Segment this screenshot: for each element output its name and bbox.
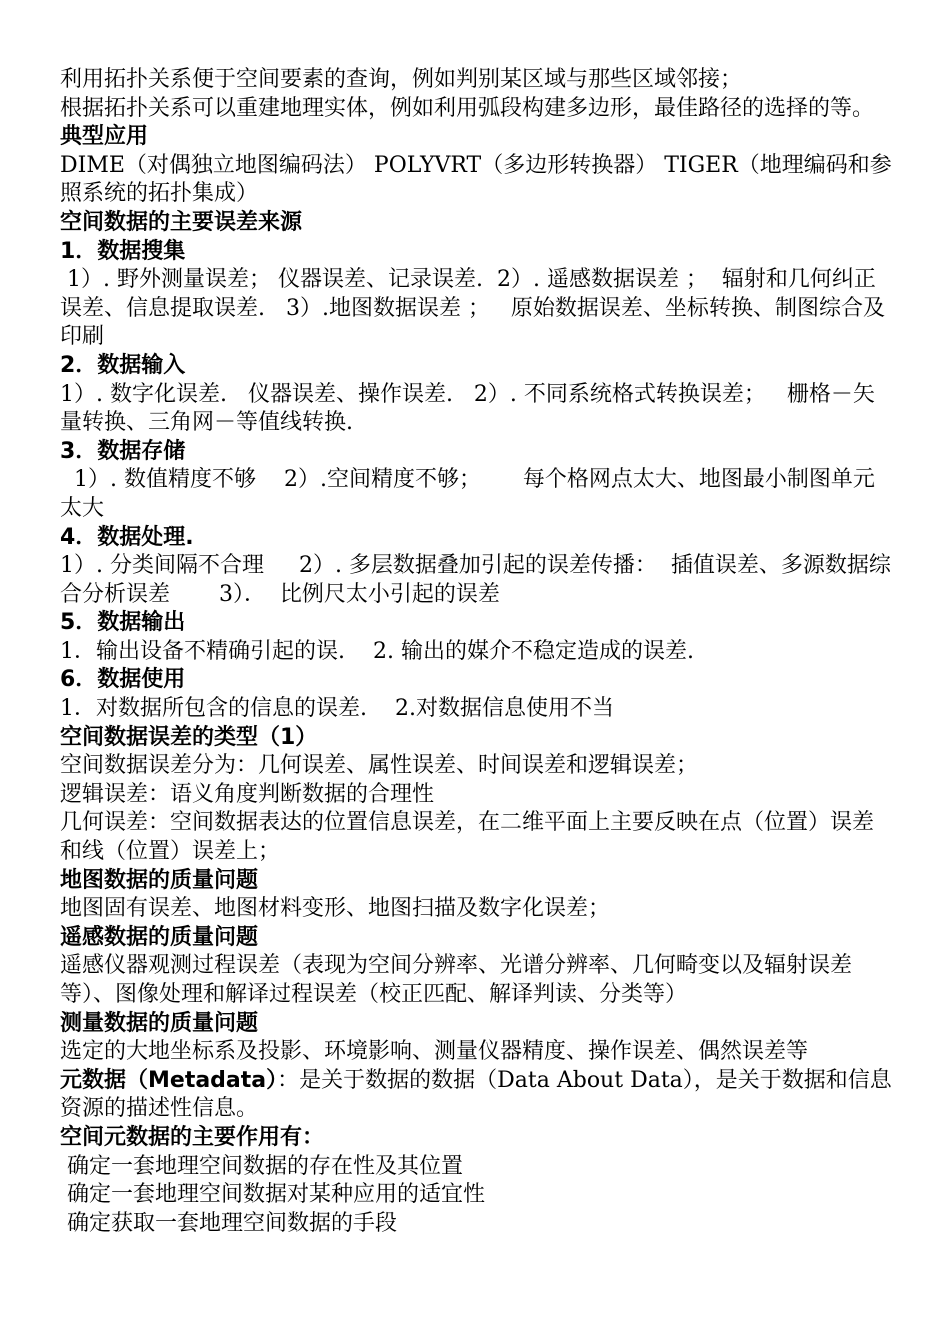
- paragraph: 确定一套地理空间数据的存在性及其位置: [60, 1153, 464, 1179]
- section-heading: 空间数据的主要误差来源: [60, 209, 303, 235]
- paragraph: [60, 1067, 894, 1124]
- section-heading: 1．数据搜集: [60, 238, 186, 264]
- term-bold: 元数据（Metadata）: [60, 1067, 278, 1093]
- section-heading: 5．数据输出: [60, 610, 186, 636]
- paragraph: 选定的大地坐标系及投影、环境影响、测量仪器精度、操作误差、偶然误差等: [60, 1039, 809, 1065]
- section-heading: 地图数据的质量问题: [60, 867, 259, 893]
- paragraph: 1．对数据所包含的信息的误差. 2.对数据信息使用不当: [60, 696, 614, 722]
- section-heading: 遥感数据的质量问题: [60, 924, 259, 950]
- term-definition: ：是关于数据的数据（Data About Data），是关于数据和信息资源的描述性信息。: [60, 1067, 892, 1122]
- paragraph: 地图固有误差、地图材料变形、地图扫描及数字化误差；: [60, 896, 611, 922]
- paragraph: 1）. 分类间隔不合理 2）. 多层数据叠加引起的误差传播： 插值误差、多源数据综合分析误差 3）． 比例尺太小引起的误差: [60, 553, 891, 607]
- paragraph: 几何误差：空间数据表达的位置信息误差，在二维平面上主要反映在点（位置）误差和线（位置）误差上；: [60, 810, 875, 865]
- section-heading: 6．数据使用: [60, 667, 186, 693]
- section-heading: 4．数据处理.: [60, 524, 194, 550]
- section-heading: 测量数据的质量问题: [60, 1010, 259, 1036]
- section-heading: 空间元数据的主要作用有：: [60, 1124, 325, 1150]
- paragraph: DIME（对偶独立地图编码法） POLYVRT（多边形转换器） TIGER（地理编码和参照系统的拓扑集成）: [60, 152, 892, 207]
- paragraph: 确定一套地理空间数据对某种应用的适宜性: [60, 1182, 486, 1208]
- paragraph: 利用拓扑关系便于空间要素的查询，例如判别某区域与那些区域邻接；: [60, 67, 743, 92]
- paragraph: 根据拓扑关系可以重建地理实体，例如利用弧段构建多边形，最佳路径的选择的等。: [60, 95, 875, 121]
- paragraph: 空间数据误差分为：几何误差、属性误差、时间误差和逻辑误差；: [60, 753, 699, 779]
- section-heading: 2．数据输入: [60, 352, 186, 378]
- paragraph: 逻辑误差：语义角度判断数据的合理性: [60, 781, 435, 807]
- paragraph: 1）. 数值精度不够 2）.空间精度不够； 每个格网点太大、地图最小制图单元太大: [60, 467, 875, 521]
- section-heading: 3．数据存储: [60, 438, 186, 464]
- section-heading: 空间数据误差的类型（1）: [60, 724, 318, 750]
- paragraph: 确定获取一套地理空间数据的手段: [60, 1210, 398, 1236]
- paragraph: 1）. 野外测量误差； 仪器误差、记录误差. 2）. 遥感数据误差 ； 辐射和几何纠正误差、信息提取误差. 3）.地图数据误差 ； 原始数据误差、坐标转换、制图综合及印刷: [60, 267, 885, 350]
- paragraph: 1．输出设备不精确引起的误. 2. 输出的媒介不稳定造成的误差.: [60, 638, 694, 664]
- paragraph: 遥感仪器观测过程误差（表现为空间分辨率、光谱分辨率、几何畸变以及辐射误差等）、图像处理和解译过程误差（校正匹配、解译判读、分类等）: [60, 953, 853, 1007]
- paragraph: 1）. 数字化误差. 仪器误差、操作误差. 2）. 不同系统格式转换误差； 栅格－矢量转换、三角网－等值线转换.: [60, 381, 875, 436]
- section-heading: 典型应用: [60, 124, 149, 150]
